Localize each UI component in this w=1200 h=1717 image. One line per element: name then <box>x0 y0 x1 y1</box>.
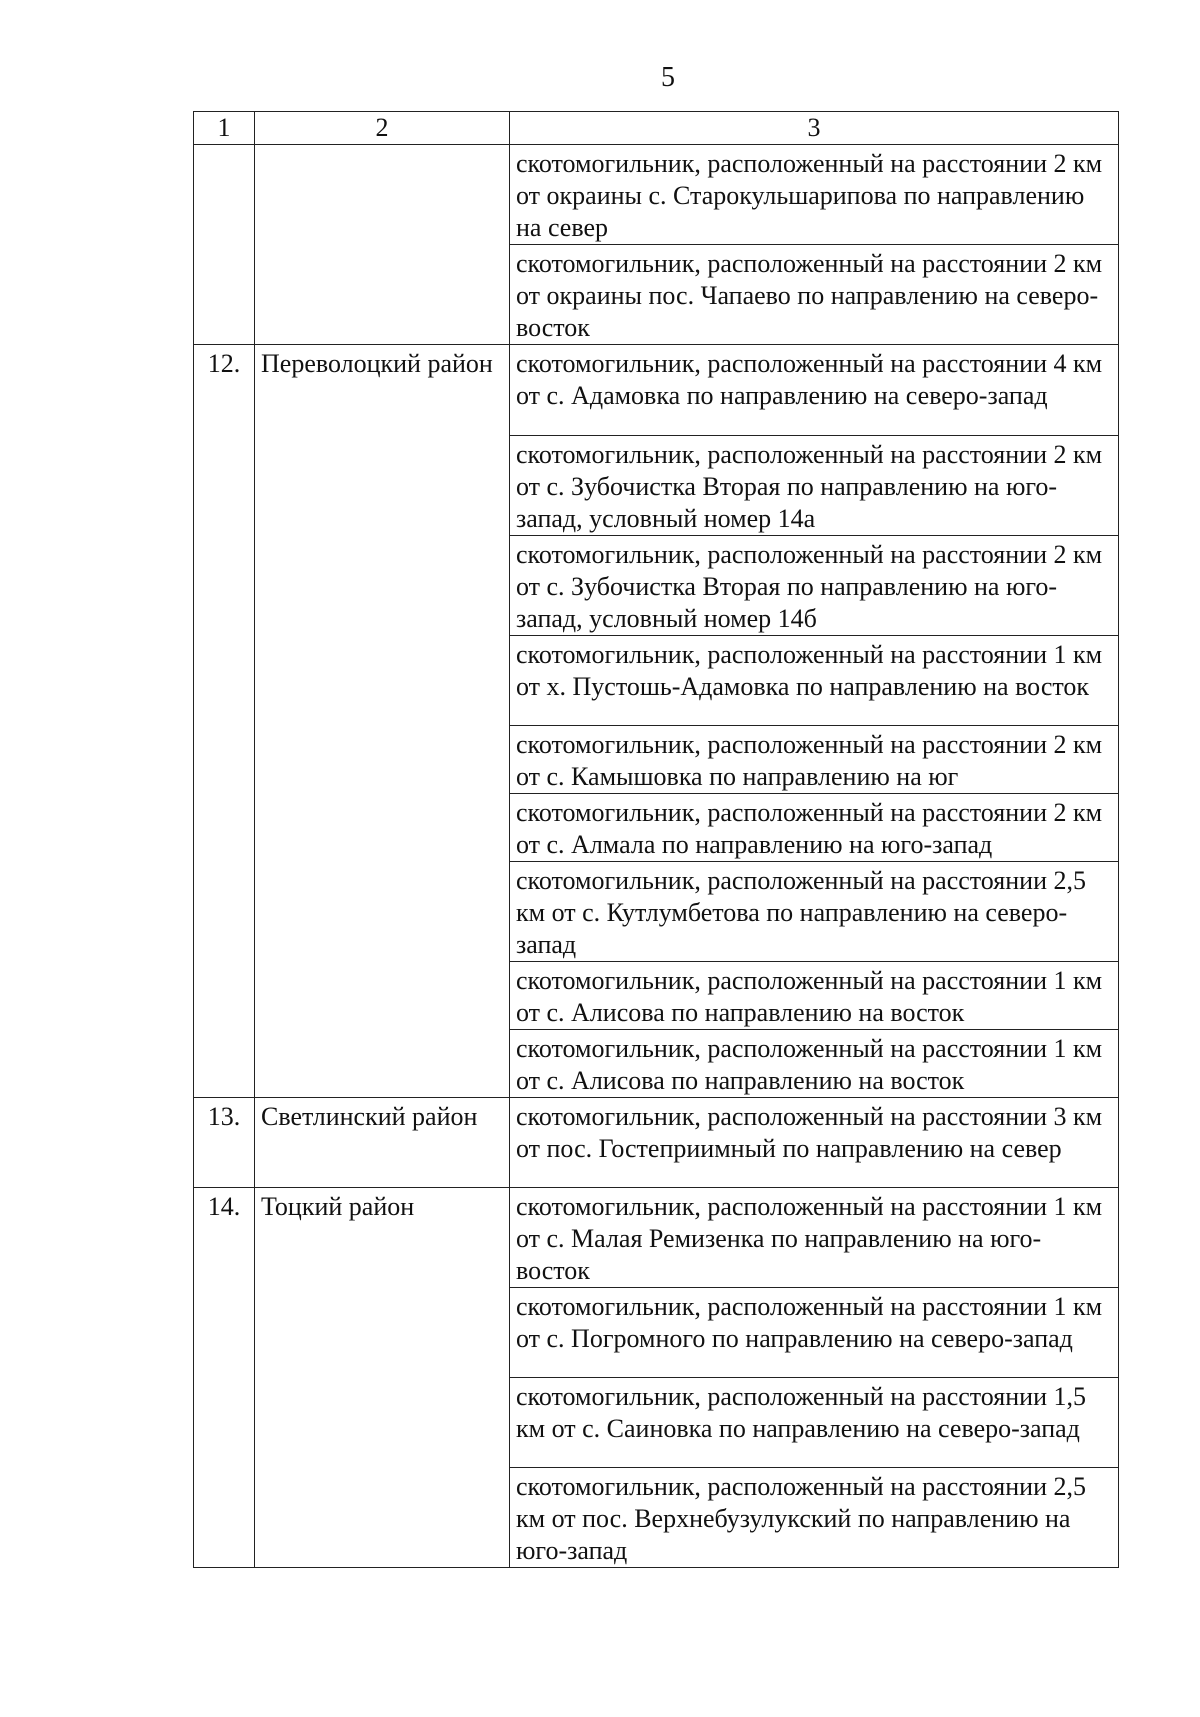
district-cell <box>255 145 510 345</box>
district-cell: Светлинский район <box>255 1098 510 1188</box>
row-number-cell: 14. <box>194 1188 255 1568</box>
site-description: скотомогильник, расположенный на расстоянии 2 км от с. Зубочистка Вторая по направлению на юго-запад, условный номер 14а <box>510 436 1119 536</box>
district-cell: Тоцкий район <box>255 1188 510 1568</box>
row-number-cell: 13. <box>194 1098 255 1188</box>
site-description: скотомогильник, расположенный на расстоянии 2 км от окраины с. Старокульшарипова по направлению на север <box>510 145 1119 245</box>
site-description: скотомогильник, расположенный на расстоянии 2 км от окраины пос. Чапаево по направлению на северо-восток <box>510 245 1119 345</box>
row-number-cell: 12. <box>194 345 255 1098</box>
table-row <box>194 345 1119 436</box>
site-description: скотомогильник, расположенный на расстоянии 3 км от пос. Гостеприимный по направлению на север <box>510 1098 1119 1188</box>
site-description: скотомогильник, расположенный на расстоянии 2 км от с. Алмала по направлению на юго-запад <box>510 794 1119 862</box>
table-row <box>194 1098 1119 1188</box>
header-col-2: 2 <box>255 112 510 145</box>
site-description: скотомогильник, расположенный на расстоянии 1 км от с. Алисова по направлению на восток <box>510 1030 1119 1098</box>
table-row <box>194 1188 1119 1288</box>
site-description: скотомогильник, расположенный на расстоянии 1,5 км от с. Саиновка по направлению на северо-запад <box>510 1378 1119 1468</box>
site-description: скотомогильник, расположенный на расстоянии 2,5 км от с. Кутлумбетова по направлению на северо-запад <box>510 862 1119 962</box>
header-col-3: 3 <box>510 112 1119 145</box>
burial-sites-table <box>193 111 1119 1568</box>
table-header-row <box>194 112 1119 145</box>
header-col-1: 1 <box>194 112 255 145</box>
table-row <box>194 145 1119 245</box>
site-description: скотомогильник, расположенный на расстоянии 1 км от с. Погромного по направлению на северо-запад <box>510 1288 1119 1378</box>
site-description: скотомогильник, расположенный на расстоянии 2 км от с. Камышовка по направлению на юг <box>510 726 1119 794</box>
page-number: 5 <box>661 62 675 93</box>
site-description: скотомогильник, расположенный на расстоянии 4 км от с. Адамовка по направлению на северо-запад <box>510 345 1119 436</box>
site-description: скотомогильник, расположенный на расстоянии 2 км от с. Зубочистка Вторая по направлению на юго-запад, условный номер 14б <box>510 536 1119 636</box>
district-cell: Переволоцкий район <box>255 345 510 1098</box>
site-description: скотомогильник, расположенный на расстоянии 1 км от х. Пустошь-Адамовка по направлению на восток <box>510 636 1119 726</box>
site-description: скотомогильник, расположенный на расстоянии 1 км от с. Алисова по направлению на восток <box>510 962 1119 1030</box>
row-number-cell <box>194 145 255 345</box>
site-description: скотомогильник, расположенный на расстоянии 1 км от с. Малая Ремизенка по направлению на юго-восток <box>510 1188 1119 1288</box>
site-description: скотомогильник, расположенный на расстоянии 2,5 км от пос. Верхнебузулукский по направлению на юго-запад <box>510 1468 1119 1568</box>
